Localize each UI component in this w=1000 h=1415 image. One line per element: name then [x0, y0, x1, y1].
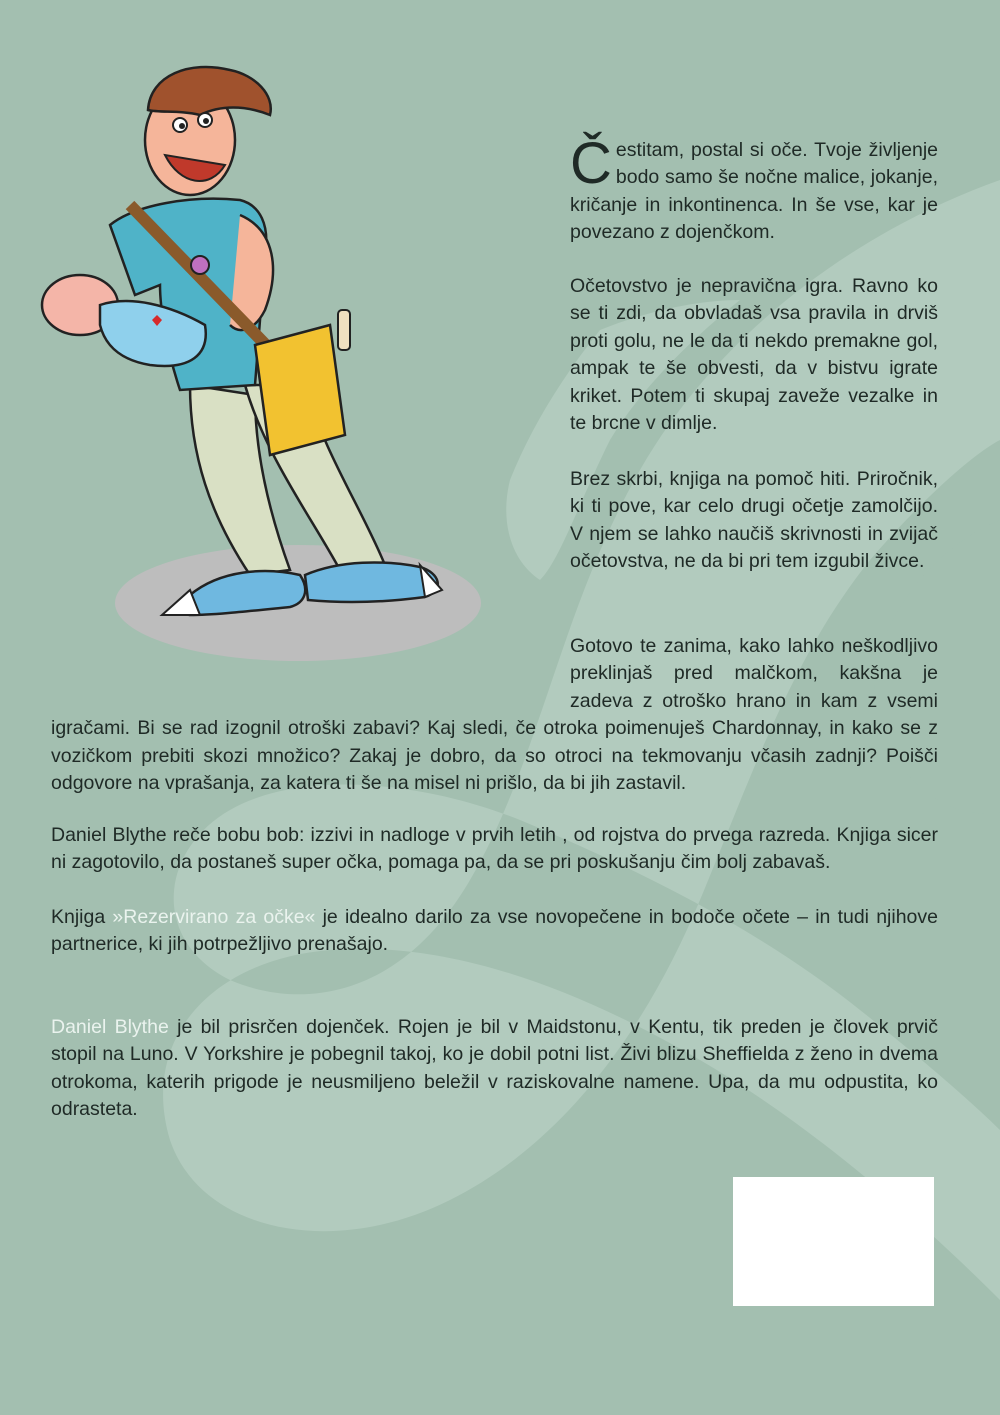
- author-bio-text: je bil prisrčen dojenček. Rojen je bil v Maidstonu, v Kentu, tik preden je človek prvič stopil na Luno. V Yorkshire je pobegnil takoj, ko je dobil potni list. Živi blizu Sheffielda z ženo in dvema otrokoma, katerih prigode je neusmiljeno beležil v raziskovalne namene. Upa, da mu odpustita, ko odrasteta.: [51, 1016, 938, 1121]
- paragraph-4: Gotovo te zanima, kako lahko neškodljivo preklinjaš pred malčkom, kakšna je zadeva z otroško hrano in kam z vsemi igračami. Bi se rad izognil otroški zabavi? Kaj sledi, če otroka poimenuješ Chardonnay, in kako se z vozičkom prebiti skozi množico? Zakaj je dobro, da so otroci na tekmovanju včasih zadnji? Poišči odgovore na vprašanja, za katera ti še na misel ni prišlo, da bi jih zastavil.: [51, 635, 938, 795]
- paragraph-2: Očetovstvo je nepravična igra. Ravno ko se ti zdi, da obvladaš vsa pravila in drviš proti golu, ne le da ti nekdo premakne gol, ampak te še obvesti, da v bistvu igrate kriket. Potem ti skupaj zaveže vezalke in te brcne v dimlje.: [570, 275, 938, 435]
- book-title: »Rezervirano za očke«: [112, 906, 316, 928]
- paragraph-4-block: [51, 633, 938, 797]
- paragraph-6-after: je idealno darilo za vse novopečene in bodoče očete – in tudi njihove partnerice, ki jih potrpežljivo prenašajo.: [51, 906, 939, 956]
- author-name: Daniel Blythe: [51, 1016, 169, 1038]
- paragraph-3: Brez skrbi, knjiga na pomoč hiti. Priročnik, ki ti pove, kar celo drugi očetje zamolčijo. V njem se lahko naučiš skrivnosti in zvijač očetovstva, ne da bi pri tem izgubil živce.: [570, 468, 938, 573]
- paragraph-6: [51, 904, 938, 959]
- paragraph-5: Daniel Blythe reče bobu bob: izzivi in nadloge v prvih letih , od rojstva do prvega razreda. Knjiga sicer ni zagotovilo, da postaneš super očka, pomaga pa, da se pri poskušanju čim bolj zabavaš.: [51, 824, 938, 874]
- paragraph-6-before: Knjiga: [51, 906, 113, 928]
- author-bio: [51, 1014, 938, 1124]
- intro-paragraph: [570, 131, 938, 247]
- intro-text: estitam, postal si oče. Tvoje življenje bodo samo še nočne malice, jokanje, kričanje in inkontinenca. In še vse, kar je povezano z dojenčkom.: [570, 139, 938, 244]
- barcode-placeholder: [733, 1177, 934, 1306]
- dad-with-baby-illustration: [40, 55, 500, 665]
- text-wrap-spacer: [51, 633, 570, 715]
- drop-cap: Č: [570, 131, 612, 196]
